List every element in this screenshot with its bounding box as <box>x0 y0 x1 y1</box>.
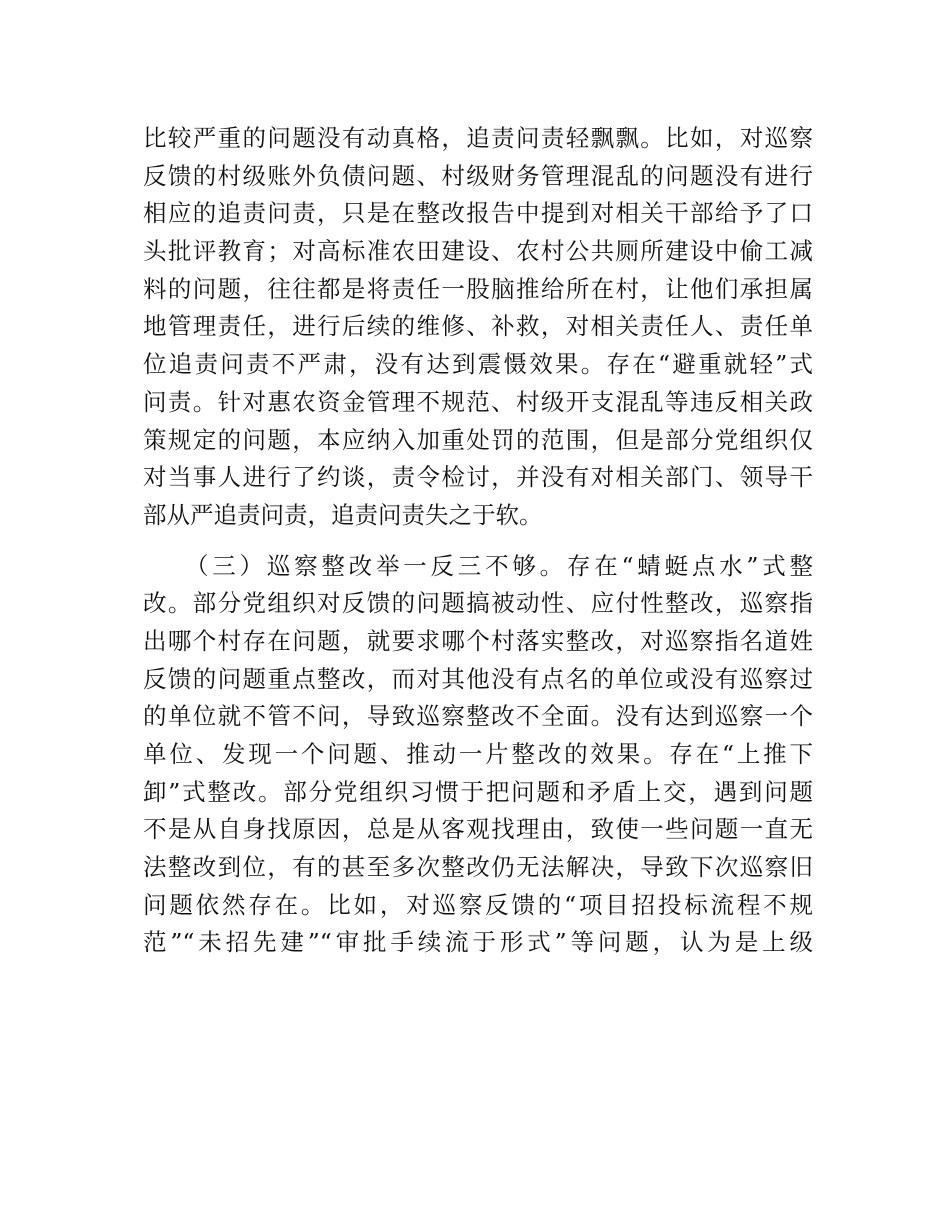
text-line: 比较严重的问题没有动真格，追责问责轻飘飘。比如，对巡察 <box>143 124 813 152</box>
text-line: 法整改到位，有的甚至多次整改仍无法解决，导致下次巡察旧 <box>143 853 813 882</box>
text-line: 相应的追责问责，只是在整改报告中提到对相关干部给予了口 <box>143 199 813 228</box>
text-line: 反馈的问题重点整改，而对其他没有点名的单位或没有巡察过 <box>143 664 813 693</box>
text-line: 对当事人进行了约谈，责令检讨，并没有对相关部门、领导干 <box>143 463 813 492</box>
text-line: 问责。针对惠农资金管理不规范、村级开支混乱等违反相关政 <box>143 387 813 416</box>
text-line: 卸”式整改。部分党组织习惯于把问题和矛盾上交，遇到问题 <box>143 777 813 806</box>
text-line: 的单位就不管不问，导致巡察整改不全面。没有达到巡察一个 <box>143 702 813 731</box>
text-line: 反馈的村级账外负债问题、村级财务管理混乱的问题没有进行 <box>143 161 813 190</box>
text-line: 范”“未招先建”“审批手续流于形式”等问题，认为是上级 <box>143 928 813 957</box>
text-line: 位追责问责不严肃，没有达到震慑效果。存在“避重就轻”式 <box>143 350 813 379</box>
text-line: 头批评教育；对高标准农田建设、农村公共厕所建设中偷工减 <box>143 237 813 266</box>
paragraph-2 <box>143 548 813 963</box>
text-line: 料的问题，往往都是将责任一股脑推给所在村，让他们承担属 <box>143 274 813 303</box>
paragraph-1 <box>143 120 813 535</box>
text-line: 问题依然存在。比如，对巡察反馈的“项目招投标流程不规 <box>143 890 813 919</box>
text-line: 策规定的问题，本应纳入加重处罚的范围，但是部分党组织仅 <box>143 425 813 454</box>
section-heading-line: （三）巡察整改举一反三不够。存在“蜻蜓点水”式整 <box>185 551 813 580</box>
document-body <box>143 120 813 962</box>
text-line: 部从严追责问责，追责问责失之于软。 <box>143 500 543 529</box>
paragraph-spacer <box>143 535 813 548</box>
text-line: 单位、发现一个问题、推动一片整改的效果。存在“上推下 <box>143 740 813 768</box>
text-line: 不是从自身找原因，总是从客观找理由，致使一些问题一直无 <box>143 815 813 844</box>
text-line: 改。部分党组织对反馈的问题搞被动性、应付性整改，巡察指 <box>143 589 813 618</box>
text-line: 地管理责任，进行后续的维修、补救，对相关责任人、责任单 <box>143 312 813 341</box>
text-line: 出哪个村存在问题，就要求哪个村落实整改，对巡察指名道姓 <box>143 626 813 655</box>
